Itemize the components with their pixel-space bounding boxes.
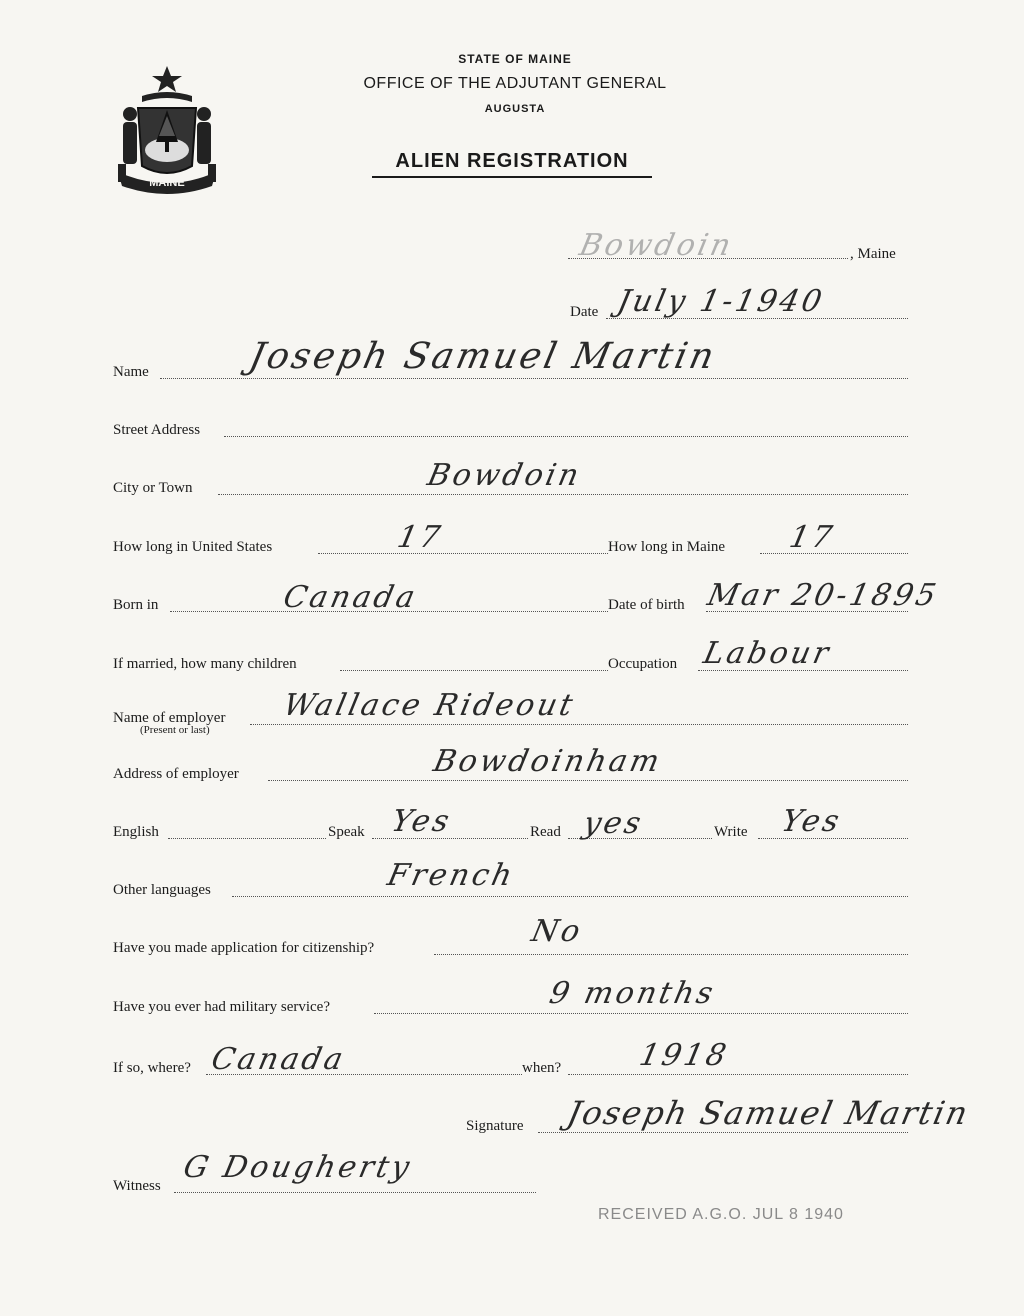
military-value: 9 months: [546, 976, 719, 1011]
read-label: Read: [530, 824, 561, 840]
signature-label: Signature: [466, 1118, 524, 1134]
employer-sublabel: (Present or last): [140, 724, 210, 736]
name-label: Name: [113, 364, 149, 380]
military-line: [374, 1013, 908, 1014]
form-title: ALIEN REGISTRATION: [372, 150, 652, 178]
name-line: [160, 378, 908, 379]
city-heading: AUGUSTA: [484, 103, 546, 115]
english-label: English: [113, 824, 159, 840]
citizenship-value: No: [528, 914, 587, 949]
witness-label: Witness: [113, 1178, 161, 1194]
maine-duration-label: How long in Maine: [608, 539, 726, 555]
occupation-value: Labour: [700, 636, 835, 671]
us-duration-value: 17: [394, 520, 446, 555]
place-value: Bowdoin: [576, 228, 737, 263]
place-suffix: , Maine: [850, 246, 896, 262]
employer-address-label: Address of employer: [113, 766, 239, 782]
maine-duration-line: [760, 553, 908, 554]
seal-text: MAINE: [149, 177, 185, 189]
occupation-label: Occupation: [608, 656, 678, 672]
english-line: [168, 838, 326, 839]
city-value: Bowdoin: [424, 458, 585, 493]
date-label: Date: [570, 304, 599, 320]
maine-duration-value: 17: [786, 520, 838, 555]
employer-value: Wallace Rideout: [280, 688, 579, 723]
write-label: Write: [714, 824, 748, 840]
us-duration-label: How long in United States: [113, 539, 273, 555]
street-label: Street Address: [113, 422, 201, 438]
name-value: Joseph Samuel Martin: [245, 336, 721, 377]
children-line: [340, 670, 608, 671]
other-languages-line: [232, 896, 908, 897]
city-line: [218, 494, 908, 495]
dob-value: Mar 20-1895: [704, 578, 942, 613]
when-label: when?: [522, 1060, 562, 1076]
born-label: Born in: [113, 597, 159, 613]
citizenship-line: [434, 954, 908, 955]
employer-address-value: Bowdoinham: [430, 744, 666, 779]
speak-value: Yes: [388, 804, 456, 839]
other-languages-value: French: [384, 858, 519, 893]
when-line: [568, 1074, 908, 1075]
when-value: 1918: [636, 1038, 733, 1073]
date-value: July 1-1940: [614, 284, 828, 319]
witness-value: G Dougherty: [180, 1150, 416, 1185]
employer-label: Name of employer: [113, 710, 226, 726]
office-heading: OFFICE OF THE ADJUTANT GENERAL: [363, 75, 667, 92]
state-heading: STATE OF MAINE: [458, 52, 572, 66]
children-label: If married, how many children: [113, 656, 297, 672]
employer-line: [250, 724, 908, 725]
military-label: Have you ever had military service?: [113, 999, 330, 1015]
where-label: If so, where?: [113, 1060, 191, 1076]
other-languages-label: Other languages: [113, 882, 211, 898]
signature-value: Joseph Samuel Martin: [563, 1094, 973, 1132]
where-value: Canada: [208, 1042, 349, 1077]
witness-line: [174, 1192, 536, 1193]
write-value: Yes: [778, 804, 846, 839]
dob-label: Date of birth: [608, 597, 685, 613]
speak-label: Speak: [328, 824, 365, 840]
citizenship-label: Have you made application for citizenship?: [113, 940, 375, 956]
born-value: Canada: [280, 580, 421, 615]
maine-seal-icon: [112, 62, 222, 194]
us-duration-line: [318, 553, 608, 554]
read-value: yes: [580, 806, 647, 841]
street-line: [224, 436, 908, 437]
signature-line: [538, 1132, 908, 1133]
received-stamp: RECEIVED A.G.O. JUL 8 1940: [598, 1206, 844, 1223]
city-label: City or Town: [113, 480, 193, 496]
employer-address-line: [268, 780, 908, 781]
